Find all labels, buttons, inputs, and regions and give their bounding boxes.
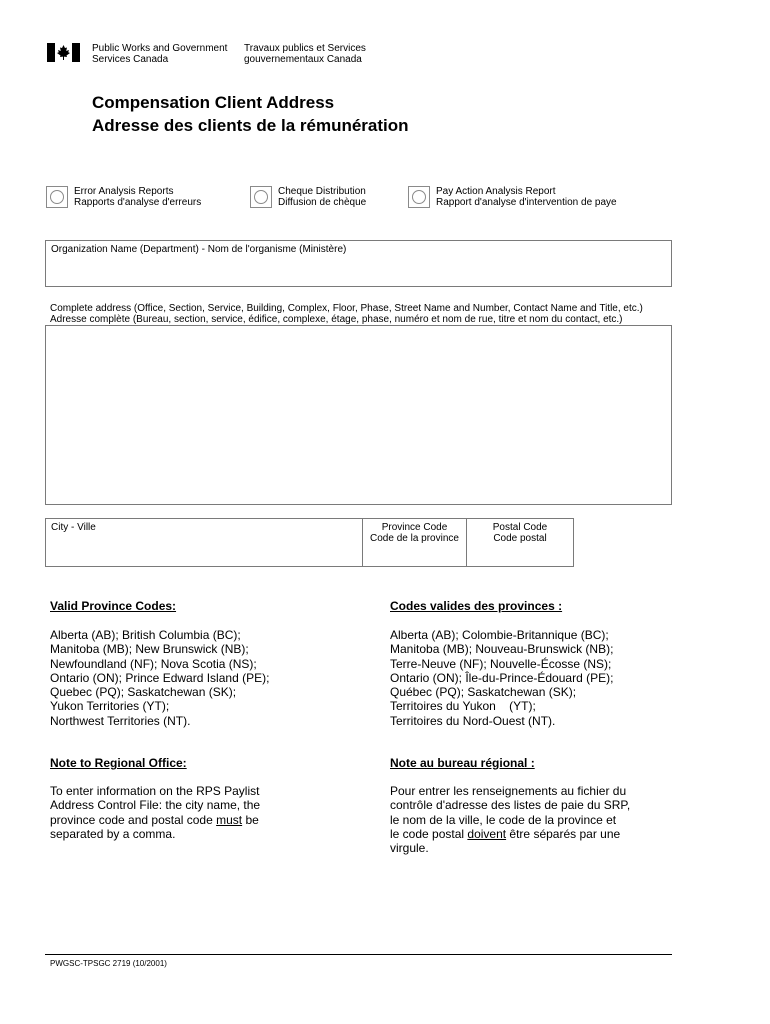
valid-codes-list-fr xyxy=(390,628,613,728)
form-title-en: Compensation Client Address xyxy=(92,93,335,112)
note-body-en: To enter information on the RPS Paylist Address Control File: the city name, the province code and postal code must be separated by a comma. xyxy=(50,784,261,841)
postal-code-field[interactable] xyxy=(466,518,574,567)
canada-flag-icon xyxy=(47,43,80,62)
error-analysis-checkbox[interactable] xyxy=(46,186,68,208)
city-label: City - Ville xyxy=(51,522,96,533)
list-item: Québec (PQ); Saskatchewan (SK); xyxy=(390,685,577,700)
note-heading-en: Note to Regional Office: xyxy=(50,756,187,770)
list-item: Ontario (ON); Île-du-Prince-Édouard (PE); xyxy=(390,670,614,685)
province-code-label: Province Code Code de la province xyxy=(370,522,459,544)
valid-codes-list-en xyxy=(50,628,269,728)
option-error-analysis-label: Error Analysis Reports Rapports d'analyse d'erreurs xyxy=(74,186,202,208)
address-label: Complete address (Office, Section, Service, Building, Complex, Floor, Phase, Street Name and Number, Contact Name and Title, etc.) Adresse complète (Bureau, section, service, édifice, complexe, étage, phase, numéro et nom de rue, titre et nom du contact, etc.) xyxy=(50,303,643,325)
list-item: Northwest Territories (NT). xyxy=(50,713,191,728)
list-item: Quebec (PQ); Saskatchewan (SK); xyxy=(50,685,237,700)
option-pay-action-label: Pay Action Analysis Report Rapport d'analyse d'intervention de paye xyxy=(436,186,617,208)
footer-rule xyxy=(45,954,672,955)
list-item: Manitoba (MB); Nouveau-Brunswick (NB); xyxy=(390,642,614,657)
list-item: Ontario (ON); Prince Edward Island (PE); xyxy=(50,670,270,685)
list-item: Alberta (AB); British Columbia (BC); xyxy=(50,628,241,642)
cheque-distribution-checkbox[interactable] xyxy=(250,186,272,208)
list-item: Territoires du Nord-Ouest (NT). xyxy=(390,713,556,728)
option-cheque-distribution-label: Cheque Distribution Diffusion de chèque xyxy=(278,186,367,208)
province-code-field[interactable] xyxy=(362,518,467,567)
form-title xyxy=(92,91,409,137)
list-item: Alberta (AB); Colombie-Britannique (BC); xyxy=(390,628,609,642)
radio-circle-icon xyxy=(50,190,64,204)
city-field[interactable] xyxy=(45,518,363,567)
form-number: PWGSC-TPSGC 2719 (10/2001) xyxy=(50,959,167,968)
complete-address-field[interactable] xyxy=(45,325,672,505)
valid-codes-heading-en: Valid Province Codes: xyxy=(50,599,177,613)
department-name-fr: Travaux publics et Services gouvernementaux Canada xyxy=(244,43,366,65)
radio-circle-icon xyxy=(412,190,426,204)
list-item: Yukon Territories (YT); xyxy=(50,699,170,714)
list-item: Manitoba (MB); New Brunswick (NB); xyxy=(50,642,249,657)
department-name-en: Public Works and Government Services Canada xyxy=(92,43,228,65)
note-heading-fr: Note au bureau régional : xyxy=(390,756,535,770)
list-item: Terre-Neuve (NF); Nouvelle-Écosse (NS); xyxy=(390,656,612,671)
valid-codes-heading-fr: Codes valides des provinces : xyxy=(390,599,563,613)
list-item: Newfoundland (NF); Nova Scotia (NS); xyxy=(50,656,257,671)
radio-circle-icon xyxy=(254,190,268,204)
pay-action-analysis-checkbox[interactable] xyxy=(408,186,430,208)
list-item: Territoires du Yukon (YT); xyxy=(390,699,536,714)
postal-code-label: Postal Code Code postal xyxy=(492,522,548,544)
form-title-fr: Adresse des clients de la rémunération xyxy=(92,116,409,135)
organization-name-label: Organization Name (Department) - Nom de l'organisme (Ministère) xyxy=(51,244,347,255)
note-body-fr: Pour entrer les renseignements au fichier du contrôle d'adresse des listes de paie du SRP, le nom de la ville, le code de la province et le code postal doivent être séparés par une virgule. xyxy=(390,784,631,856)
organization-name-field[interactable] xyxy=(45,240,672,287)
